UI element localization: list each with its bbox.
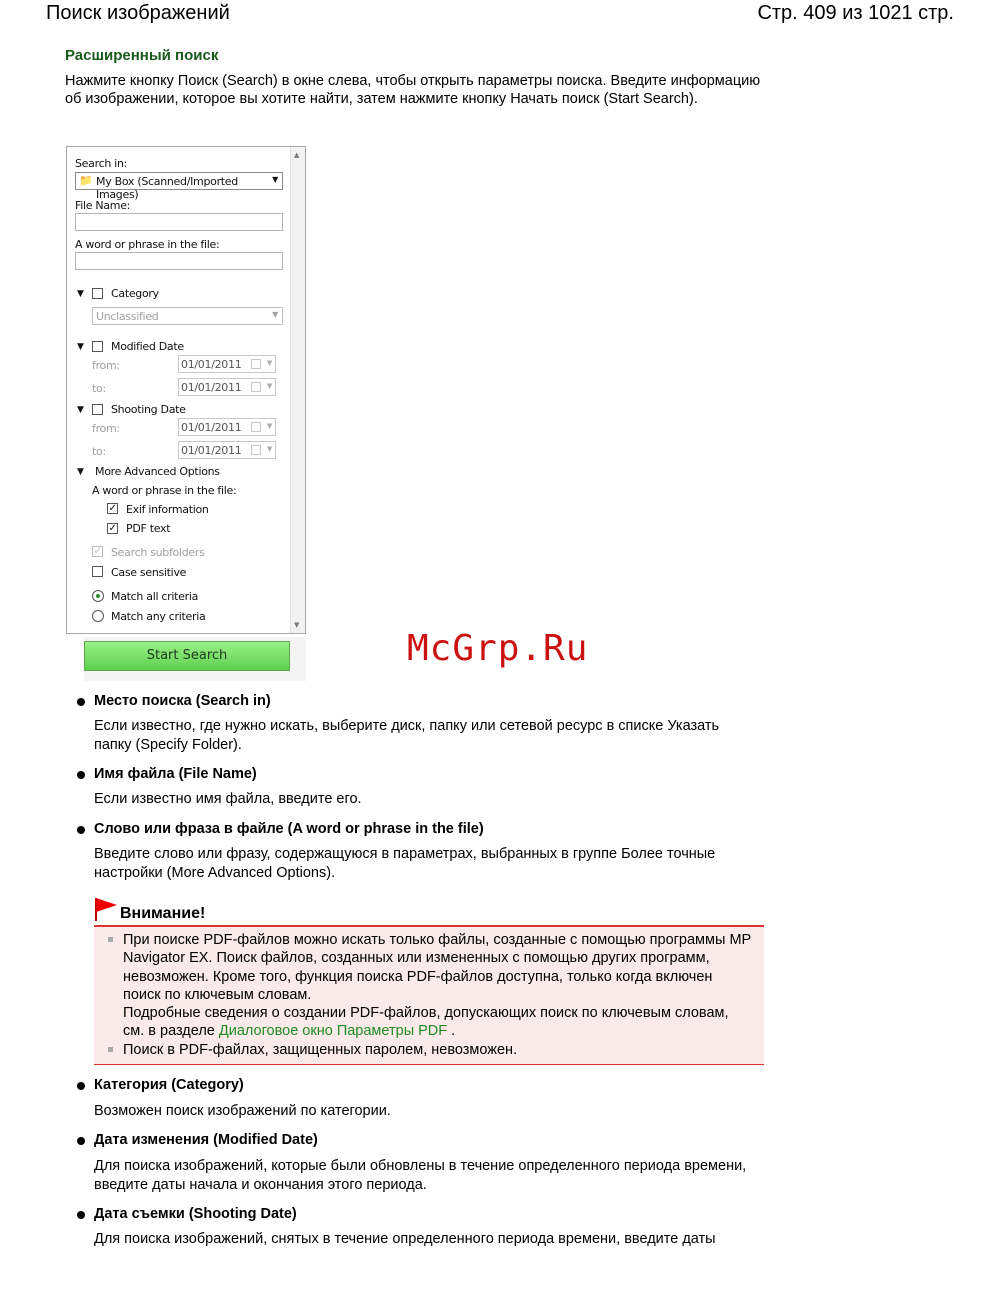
shooting-from-label: from: — [92, 422, 120, 435]
item-title: Имя файла (File Name) — [94, 766, 257, 782]
chevron-down-icon: ▼ — [272, 175, 278, 184]
chevron-down-icon: ▼ — [266, 445, 272, 453]
attention-note-1: При поиске PDF-файлов можно искать только файлы, созданные с помощью программы MP Navigator EX. Поиск файлов, созданных или измененных с помощью других программ, невозможен. Кроме того, функция поиска PDF-файлов доступна, только когда включен поиск по ключевым словам. — [123, 932, 751, 1003]
item-text: Если известно имя файла, введите его. — [94, 791, 362, 807]
pdf-settings-link[interactable]: Диалоговое окно Параметры PDF — [218, 1023, 448, 1040]
scroll-up-icon[interactable]: ▲ — [294, 151, 300, 159]
folder-icon: 📁 — [79, 174, 93, 187]
search-in-select[interactable] — [75, 172, 283, 201]
note-period: . — [451, 1023, 456, 1040]
chevron-down-icon: ▼ — [266, 422, 272, 430]
calendar-icon[interactable] — [251, 382, 261, 392]
modified-to-input[interactable] — [178, 378, 276, 396]
category-label: Category — [111, 287, 159, 300]
attention-note-1b — [123, 1004, 753, 1041]
chevron-down-icon: ▼ — [266, 359, 272, 367]
section-title: Расширенный поиск — [65, 47, 219, 64]
item-title: Категория (Category) — [94, 1077, 244, 1093]
modified-from-value: 01/01/2011 — [181, 358, 242, 371]
exif-checkbox[interactable]: ✓ — [108, 503, 117, 514]
item-text: Если известно, где нужно искать, выберите диск, папку или сетевой ресурс в списке Указать папку (Specify Folder). — [94, 718, 720, 753]
square-bullet-icon — [108, 1047, 113, 1052]
file-name-input[interactable] — [75, 213, 283, 231]
search-in-label: Search in: — [75, 157, 128, 170]
calendar-icon[interactable] — [251, 422, 261, 432]
start-search-button[interactable]: Start Search — [84, 641, 290, 671]
category-value: Unclassified — [96, 310, 159, 323]
more-advanced-options-label[interactable]: More Advanced Options — [95, 465, 220, 478]
match-any-label: Match any criteria — [111, 610, 206, 623]
collapse-triangle-icon[interactable]: ▼ — [77, 342, 84, 352]
modified-to-label: to: — [92, 382, 106, 395]
modified-from-input[interactable] — [178, 355, 276, 373]
item-text: Для поиска изображений, снятых в течение определенного периода времени, введите даты — [94, 1231, 716, 1247]
search-panel — [66, 146, 306, 634]
watermark: McGrp.Ru — [407, 628, 589, 669]
square-bullet-icon — [108, 937, 113, 942]
shooting-to-value: 01/01/2011 — [181, 444, 242, 457]
exif-label: Exif information — [126, 503, 209, 516]
note-text: Подробные сведения о создании PDF-файлов, допускающих поиск по ключевым словам, см. в разделе — [123, 1005, 729, 1040]
page-number: Стр. 409 из 1021 стр. — [757, 2, 954, 24]
case-sensitive-label: Case sensitive — [111, 566, 187, 579]
red-flag-icon — [94, 896, 118, 922]
item-title: Дата съемки (Shooting Date) — [94, 1206, 297, 1222]
item-text: Для поиска изображений, которые были обновлены в течение определенного периода времени, введите даты начала и окончания этого периода. — [94, 1158, 747, 1193]
phrase-sub-label: A word or phrase in the file: — [92, 484, 237, 497]
attention-box — [94, 900, 764, 1066]
intro-text: Нажмите кнопку Поиск (Search) в окне слева, чтобы открыть параметры поиска. Введите информацию об изображении, которое вы хотите найти, затем нажмите кнопку Начать поиск (Start Search). — [65, 73, 761, 107]
phrase-label: A word or phrase in the file: — [75, 238, 220, 251]
bullet-icon — [77, 826, 85, 834]
chevron-down-icon: ▼ — [266, 382, 272, 390]
shooting-from-value: 01/01/2011 — [181, 421, 242, 434]
bullet-icon — [77, 1137, 85, 1145]
bullet-icon — [77, 771, 85, 779]
shooting-to-input[interactable] — [178, 441, 276, 459]
modified-from-label: from: — [92, 359, 120, 372]
calendar-icon[interactable] — [251, 359, 261, 369]
match-any-radio[interactable] — [92, 610, 104, 622]
subfolders-label: Search subfolders — [111, 546, 205, 559]
search-in-value: My Box (Scanned/Imported Images) — [96, 175, 238, 201]
calendar-icon[interactable] — [251, 445, 261, 455]
shooting-from-input[interactable] — [178, 418, 276, 436]
subfolders-checkbox[interactable]: ✓ — [93, 546, 102, 557]
collapse-triangle-icon[interactable]: ▼ — [77, 405, 84, 415]
scroll-down-icon[interactable]: ▼ — [294, 621, 300, 629]
attention-note-2: Поиск в PDF-файлах, защищенных паролем, невозможен. — [123, 1042, 518, 1058]
item-text: Введите слово или фразу, содержащуюся в параметрах, выбранных в группе Более точные настройки (More Advanced Options). — [94, 846, 716, 881]
item-text: Возможен поиск изображений по категории. — [94, 1103, 391, 1119]
file-name-label: File Name: — [75, 199, 131, 212]
modified-date-label: Modified Date — [111, 340, 184, 353]
category-checkbox[interactable] — [92, 288, 103, 299]
item-title: Место поиска (Search in) — [94, 693, 271, 709]
case-sensitive-checkbox[interactable] — [92, 566, 103, 577]
chevron-down-icon: ▼ — [272, 310, 278, 319]
shooting-date-checkbox[interactable] — [92, 404, 103, 415]
panel-scrollbar[interactable] — [290, 147, 305, 633]
bullet-icon — [77, 1211, 85, 1219]
attention-body — [94, 927, 764, 1065]
shooting-to-label: to: — [92, 445, 106, 458]
item-title: Слово или фраза в файле (A word or phrase in the file) — [94, 821, 484, 837]
modified-to-value: 01/01/2011 — [181, 381, 242, 394]
bullet-icon — [77, 1082, 85, 1090]
pdf-text-checkbox[interactable]: ✓ — [108, 523, 117, 534]
page-header-title: Поиск изображений — [46, 2, 230, 24]
phrase-input[interactable] — [75, 252, 283, 270]
shooting-date-label: Shooting Date — [111, 403, 186, 416]
collapse-triangle-icon[interactable]: ▼ — [77, 289, 84, 299]
attention-title: Внимание! — [120, 905, 206, 922]
collapse-triangle-icon[interactable]: ▼ — [77, 467, 84, 477]
bullet-icon — [77, 698, 85, 706]
match-all-label: Match all criteria — [111, 590, 199, 603]
pdf-text-label: PDF text — [126, 522, 171, 535]
item-title: Дата изменения (Modified Date) — [94, 1132, 318, 1148]
category-select[interactable] — [92, 307, 283, 325]
match-all-radio[interactable] — [92, 590, 104, 602]
modified-date-checkbox[interactable] — [92, 341, 103, 352]
